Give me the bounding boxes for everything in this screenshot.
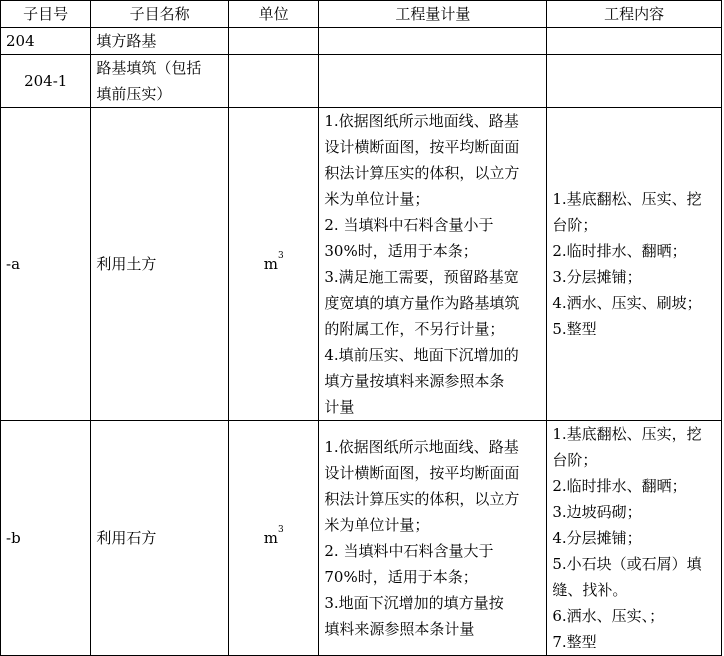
header-code: 子目号 [1,1,91,28]
item-name: 路基填筑（包括 填前压实） [91,55,229,108]
unit-base: m [263,529,278,547]
table-row [1,421,722,656]
unit-base: m [263,255,278,273]
item-unit [229,28,319,55]
item-unit [229,108,319,421]
item-name: 利用土方 [91,108,229,421]
unit-exponent: 3 [277,525,284,535]
item-content [547,55,722,108]
item-code: 204-1 [1,55,91,108]
item-code: -b [1,421,91,656]
item-content [547,28,722,55]
table-row [1,108,722,421]
item-code: 204 [1,28,91,55]
header-name: 子目名称 [91,1,229,28]
item-measure [319,28,547,55]
item-measure: 1.依据图纸所示地面线、路基 设计横断面图，按平均断面面 积法计算压实的体积，以立方 米为单位计量； 2. 当填料中石料含量大于 70%时，适用于本条； 3.地面下沉增加的填方量按 填料来源参照本条计量 [319,421,547,656]
item-name: 填方路基 [91,28,229,55]
item-content: 1.基底翻松、压实、挖 台阶； 2.临时排水、翻晒； 3.分层摊铺； 4.洒水、压实、刷坡； 5.整型 [547,108,722,421]
table-row [1,28,722,55]
item-name: 利用石方 [91,421,229,656]
item-measure: 1.依据图纸所示地面线、路基 设计横断面图，按平均断面面 积法计算压实的体积，以立方 米为单位计量； 2. 当填料中石料含量小于 30%时，适用于本条； 3.满足施工需要，预留路基宽 度宽填的填方量作为路基填筑 的附属工作，不另行计量； 4.填前压实、地面下沉增加的 填方量按填料来源参照本条 计量 [319,108,547,421]
item-code: -a [1,108,91,421]
item-measure [319,55,547,108]
item-content: 1.基底翻松、压实，挖 台阶； 2.临时排水、翻晒； 3.边坡码砌； 4.分层摊铺； 5.小石块（或石屑）填 缝、找补。 6.洒水、压实、； 7.整型 [547,421,722,656]
header-content: 工程内容 [547,1,722,28]
item-unit [229,421,319,656]
item-unit [229,55,319,108]
header-row [1,1,722,28]
header-unit: 单位 [229,1,319,28]
unit-exponent: 3 [277,251,284,261]
table-row [1,55,722,108]
header-measure: 工程量计量 [319,1,547,28]
